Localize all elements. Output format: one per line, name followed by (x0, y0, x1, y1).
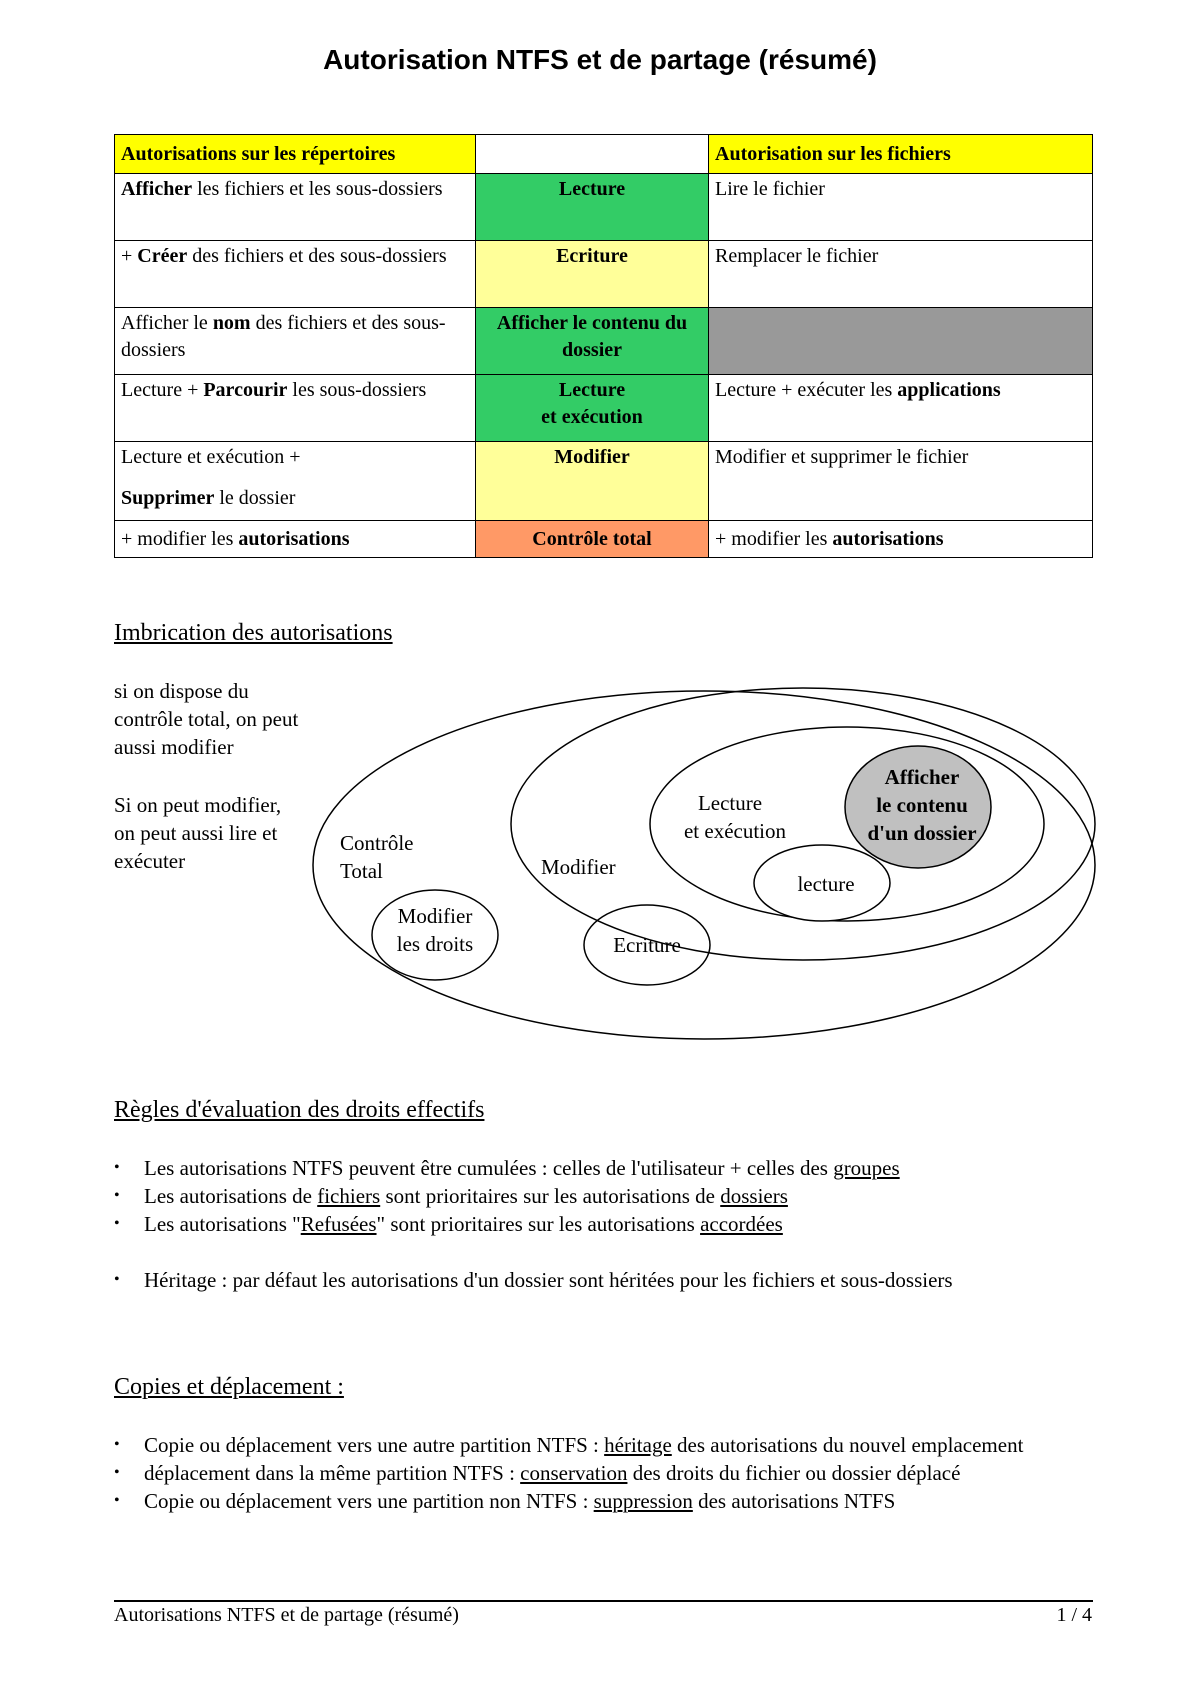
file-cell: Remplacer le fichier (709, 241, 1093, 308)
table-row (115, 521, 1093, 558)
dir-cell: + modifier les autorisations (115, 521, 476, 558)
list-item: • Les autorisations "Refusées" sont prioritaires sur les autorisations accordées (114, 1210, 953, 1238)
header-files: Autorisation sur les fichiers (709, 135, 1093, 174)
file-cell: Lire le fichier (709, 174, 1093, 241)
table-row (115, 442, 1093, 521)
label-lecture-execution-2: et exécution (683, 819, 787, 843)
list-item: • Copie ou déplacement vers une partition non NTFS : suppression des autorisations NTFS (114, 1487, 1023, 1515)
nesting-diagram (0, 660, 1200, 1060)
table-row (115, 174, 1093, 241)
nesting-note-controle: si on dispose du contrôle total, on peut aussi modifier (114, 679, 299, 759)
list-item: • Les autorisations NTFS peuvent être cumulées : celles de l'utilisateur + celles des groupes (114, 1154, 953, 1182)
list-item: • Les autorisations de fichiers sont prioritaires sur les autorisations de dossiers (114, 1182, 953, 1210)
list-item: • Copie ou déplacement vers une autre partition NTFS : héritage des autorisations du nouvel emplacement (114, 1431, 1023, 1459)
label-lecture-execution-1: Lecture (697, 791, 763, 815)
label-afficher-2: le contenu (876, 793, 968, 817)
label-ecriture: Ecriture (613, 933, 681, 957)
rules-list (114, 1154, 953, 1294)
label-lecture: lecture (797, 872, 855, 896)
label-modifier-droits-2: les droits (396, 932, 474, 956)
file-cell: + modifier les autorisations (709, 521, 1093, 558)
rules-heading: Règles d'évaluation des droits effectifs (114, 1097, 485, 1123)
perm-lecture-execution: Lecture et exécution (476, 375, 709, 442)
nesting-heading: Imbrication des autorisations (114, 620, 393, 646)
copies-heading: Copies et déplacement : (114, 1374, 344, 1400)
dir-cell: Lecture + Parcourir les sous-dossiers (115, 375, 476, 442)
label-controle-total-2: Total (340, 859, 383, 883)
header-blank (476, 135, 709, 174)
file-cell: Lecture + exécuter les applications (709, 375, 1093, 442)
footer-rule (114, 1600, 1093, 1602)
perm-lecture: Lecture (476, 174, 709, 241)
perm-controle-total: Contrôle total (476, 521, 709, 558)
dir-cell: Afficher les fichiers et les sous-dossiers (115, 174, 476, 241)
label-controle-total-1: Contrôle (340, 831, 414, 855)
perm-afficher-contenu: Afficher le contenu du dossier (476, 308, 709, 375)
dir-cell: Lecture et exécution + Supprimer le dossier (115, 442, 476, 521)
perm-ecriture: Ecriture (476, 241, 709, 308)
table-row (115, 241, 1093, 308)
page-title: Autorisation NTFS et de partage (résumé) (323, 44, 877, 75)
label-modifier-droits-1: Modifier (397, 904, 473, 928)
permissions-table (114, 134, 1093, 558)
ellipse-controle-total (313, 691, 1095, 1039)
nesting-note-modifier: Si on peut modifier, on peut aussi lire et exécuter (114, 793, 282, 873)
dir-cell: + Créer des fichiers et des sous-dossiers (115, 241, 476, 308)
dir-cell: Afficher le nom des fichiers et des sous-dossiers (115, 308, 476, 375)
file-cell: Modifier et supprimer le fichier (709, 442, 1093, 521)
table-header-row (115, 135, 1093, 174)
label-afficher-1: Afficher (884, 765, 960, 789)
header-directories: Autorisations sur les répertoires (115, 135, 476, 174)
table-row (115, 308, 1093, 375)
label-afficher-3: d'un dossier (867, 821, 977, 845)
label-modifier: Modifier (541, 855, 616, 879)
table-row (115, 375, 1093, 442)
footer-title: Autorisations NTFS et de partage (résumé) (114, 1604, 459, 1626)
page-number: 1 / 4 (1056, 1604, 1092, 1626)
list-item: • Héritage : par défaut les autorisations d'un dossier sont héritées pour les fichiers et sous-dossiers (114, 1266, 953, 1294)
file-cell-empty (709, 308, 1093, 375)
list-item: • déplacement dans la même partition NTFS : conservation des droits du fichier ou dossier déplacé (114, 1459, 1023, 1487)
perm-modifier: Modifier (476, 442, 709, 521)
copies-list (114, 1431, 1023, 1515)
